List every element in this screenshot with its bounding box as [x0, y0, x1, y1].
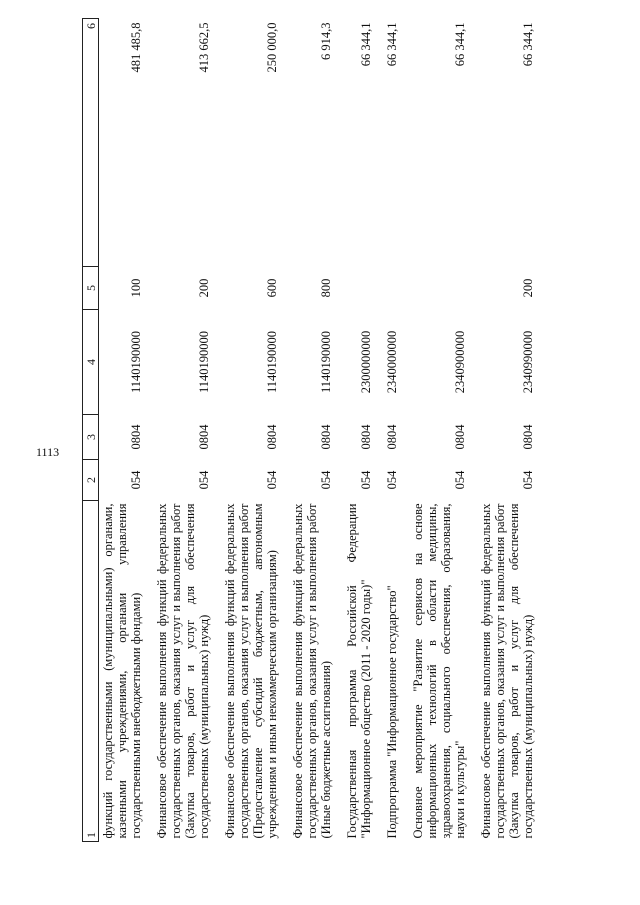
row-description: Основное мероприятие "Развитие сервисов на основе информационных технологий в области медицины, здравоохранения, социального обеспечения, образования, науки и культуры"	[411, 503, 467, 839]
row-section-code: 0804	[319, 424, 333, 450]
row-section-code: 0804	[197, 424, 211, 450]
row-section-code: 0804	[453, 424, 467, 450]
row-expense-type: 100	[129, 278, 143, 298]
header-col-2: 2	[83, 460, 99, 501]
table-row	[143, 19, 211, 842]
row-amount: 66 344,1	[385, 22, 399, 67]
row-section-code: 0804	[265, 424, 279, 450]
budget-table	[82, 18, 535, 842]
row-amount: 66 344,1	[453, 22, 467, 67]
table-row	[373, 19, 399, 842]
row-description: функций государственными (муниципальными) органами, казенными учреждениями, органами управления государственными внебюджетными фондами)	[101, 503, 143, 839]
row-expense-type: 800	[319, 278, 333, 298]
table-row	[399, 19, 467, 842]
row-ministry-code: 054	[453, 470, 467, 490]
table-row	[211, 19, 279, 842]
row-amount: 413 662,5	[197, 22, 211, 73]
budget-table-page	[82, 22, 594, 842]
row-amount: 481 485,8	[129, 22, 143, 73]
row-section-code: 0804	[129, 424, 143, 450]
row-expense-type: 200	[197, 278, 211, 298]
row-amount: 250 000,0	[265, 22, 279, 73]
row-expense-type	[333, 267, 373, 310]
header-col-1: 1	[83, 501, 99, 842]
header-row	[83, 19, 99, 842]
row-ministry-code: 054	[197, 470, 211, 490]
row-amount: 66 344,1	[359, 22, 373, 67]
row-target-code: 1140190000	[265, 330, 279, 394]
row-description: Подпрограмма "Информационное государство"	[385, 585, 399, 839]
row-target-code: 1140190000	[319, 330, 333, 394]
row-amount: 6 914,3	[319, 22, 333, 60]
row-ministry-code: 054	[385, 470, 399, 490]
row-section-code: 0804	[359, 424, 373, 450]
row-ministry-code: 054	[129, 470, 143, 490]
row-target-code: 1140190000	[197, 330, 211, 394]
header-col-5: 5	[83, 267, 99, 310]
row-target-code: 2340000000	[385, 330, 399, 394]
header-col-3: 3	[83, 415, 99, 460]
row-expense-type: 600	[265, 278, 279, 298]
row-ministry-code: 054	[319, 470, 333, 490]
row-amount: 66 344,1	[521, 22, 535, 67]
table-row	[467, 19, 535, 842]
row-target-code: 2300000000	[359, 330, 373, 394]
table-row	[99, 19, 144, 842]
row-ministry-code: 054	[265, 470, 279, 490]
row-expense-type: 200	[521, 278, 535, 298]
row-ministry-code: 054	[521, 470, 535, 490]
page-number: 1113	[36, 445, 60, 459]
row-description: Финансовое обеспечение выполнения функций федеральных государственных органов, оказания услуг и выполнения работ (Иные бюджетные ассигнования)	[291, 503, 333, 839]
row-description: Финансовое обеспечение выполнения функций федеральных государственных органов, оказания услуг и выполнения работ (Предоставление субсидий бюджетным, автономным учреждениям и иным некоммерческим организациям)	[223, 503, 279, 839]
table-row	[279, 19, 333, 842]
row-target-code: 2340900000	[453, 330, 467, 394]
header-col-6: 6	[83, 19, 99, 267]
row-target-code: 1140190000	[129, 330, 143, 394]
row-description: Государственная программа Российской Федерации "Информационное общество (2011 - 2020 годы)"	[345, 503, 373, 839]
header-col-4: 4	[83, 310, 99, 415]
row-expense-type	[399, 267, 467, 310]
row-target-code: 2340990000	[521, 330, 535, 394]
row-description: Финансовое обеспечение выполнения функций федеральных государственных органов, оказания услуг и выполнения работ (Закупка товаров, работ и услуг для обеспечения государственных (муниципальных) нужд)	[155, 503, 211, 839]
row-expense-type	[373, 267, 399, 310]
row-section-code: 0804	[521, 424, 535, 450]
row-ministry-code: 054	[359, 470, 373, 490]
row-description: Финансовое обеспечение выполнения функций федеральных государственных органов, оказания услуг и выполнения работ (Закупка товаров, работ и услуг для обеспечения государственных (муниципальных) нужд)	[479, 503, 535, 839]
table-row	[333, 19, 373, 842]
row-section-code: 0804	[385, 424, 399, 450]
